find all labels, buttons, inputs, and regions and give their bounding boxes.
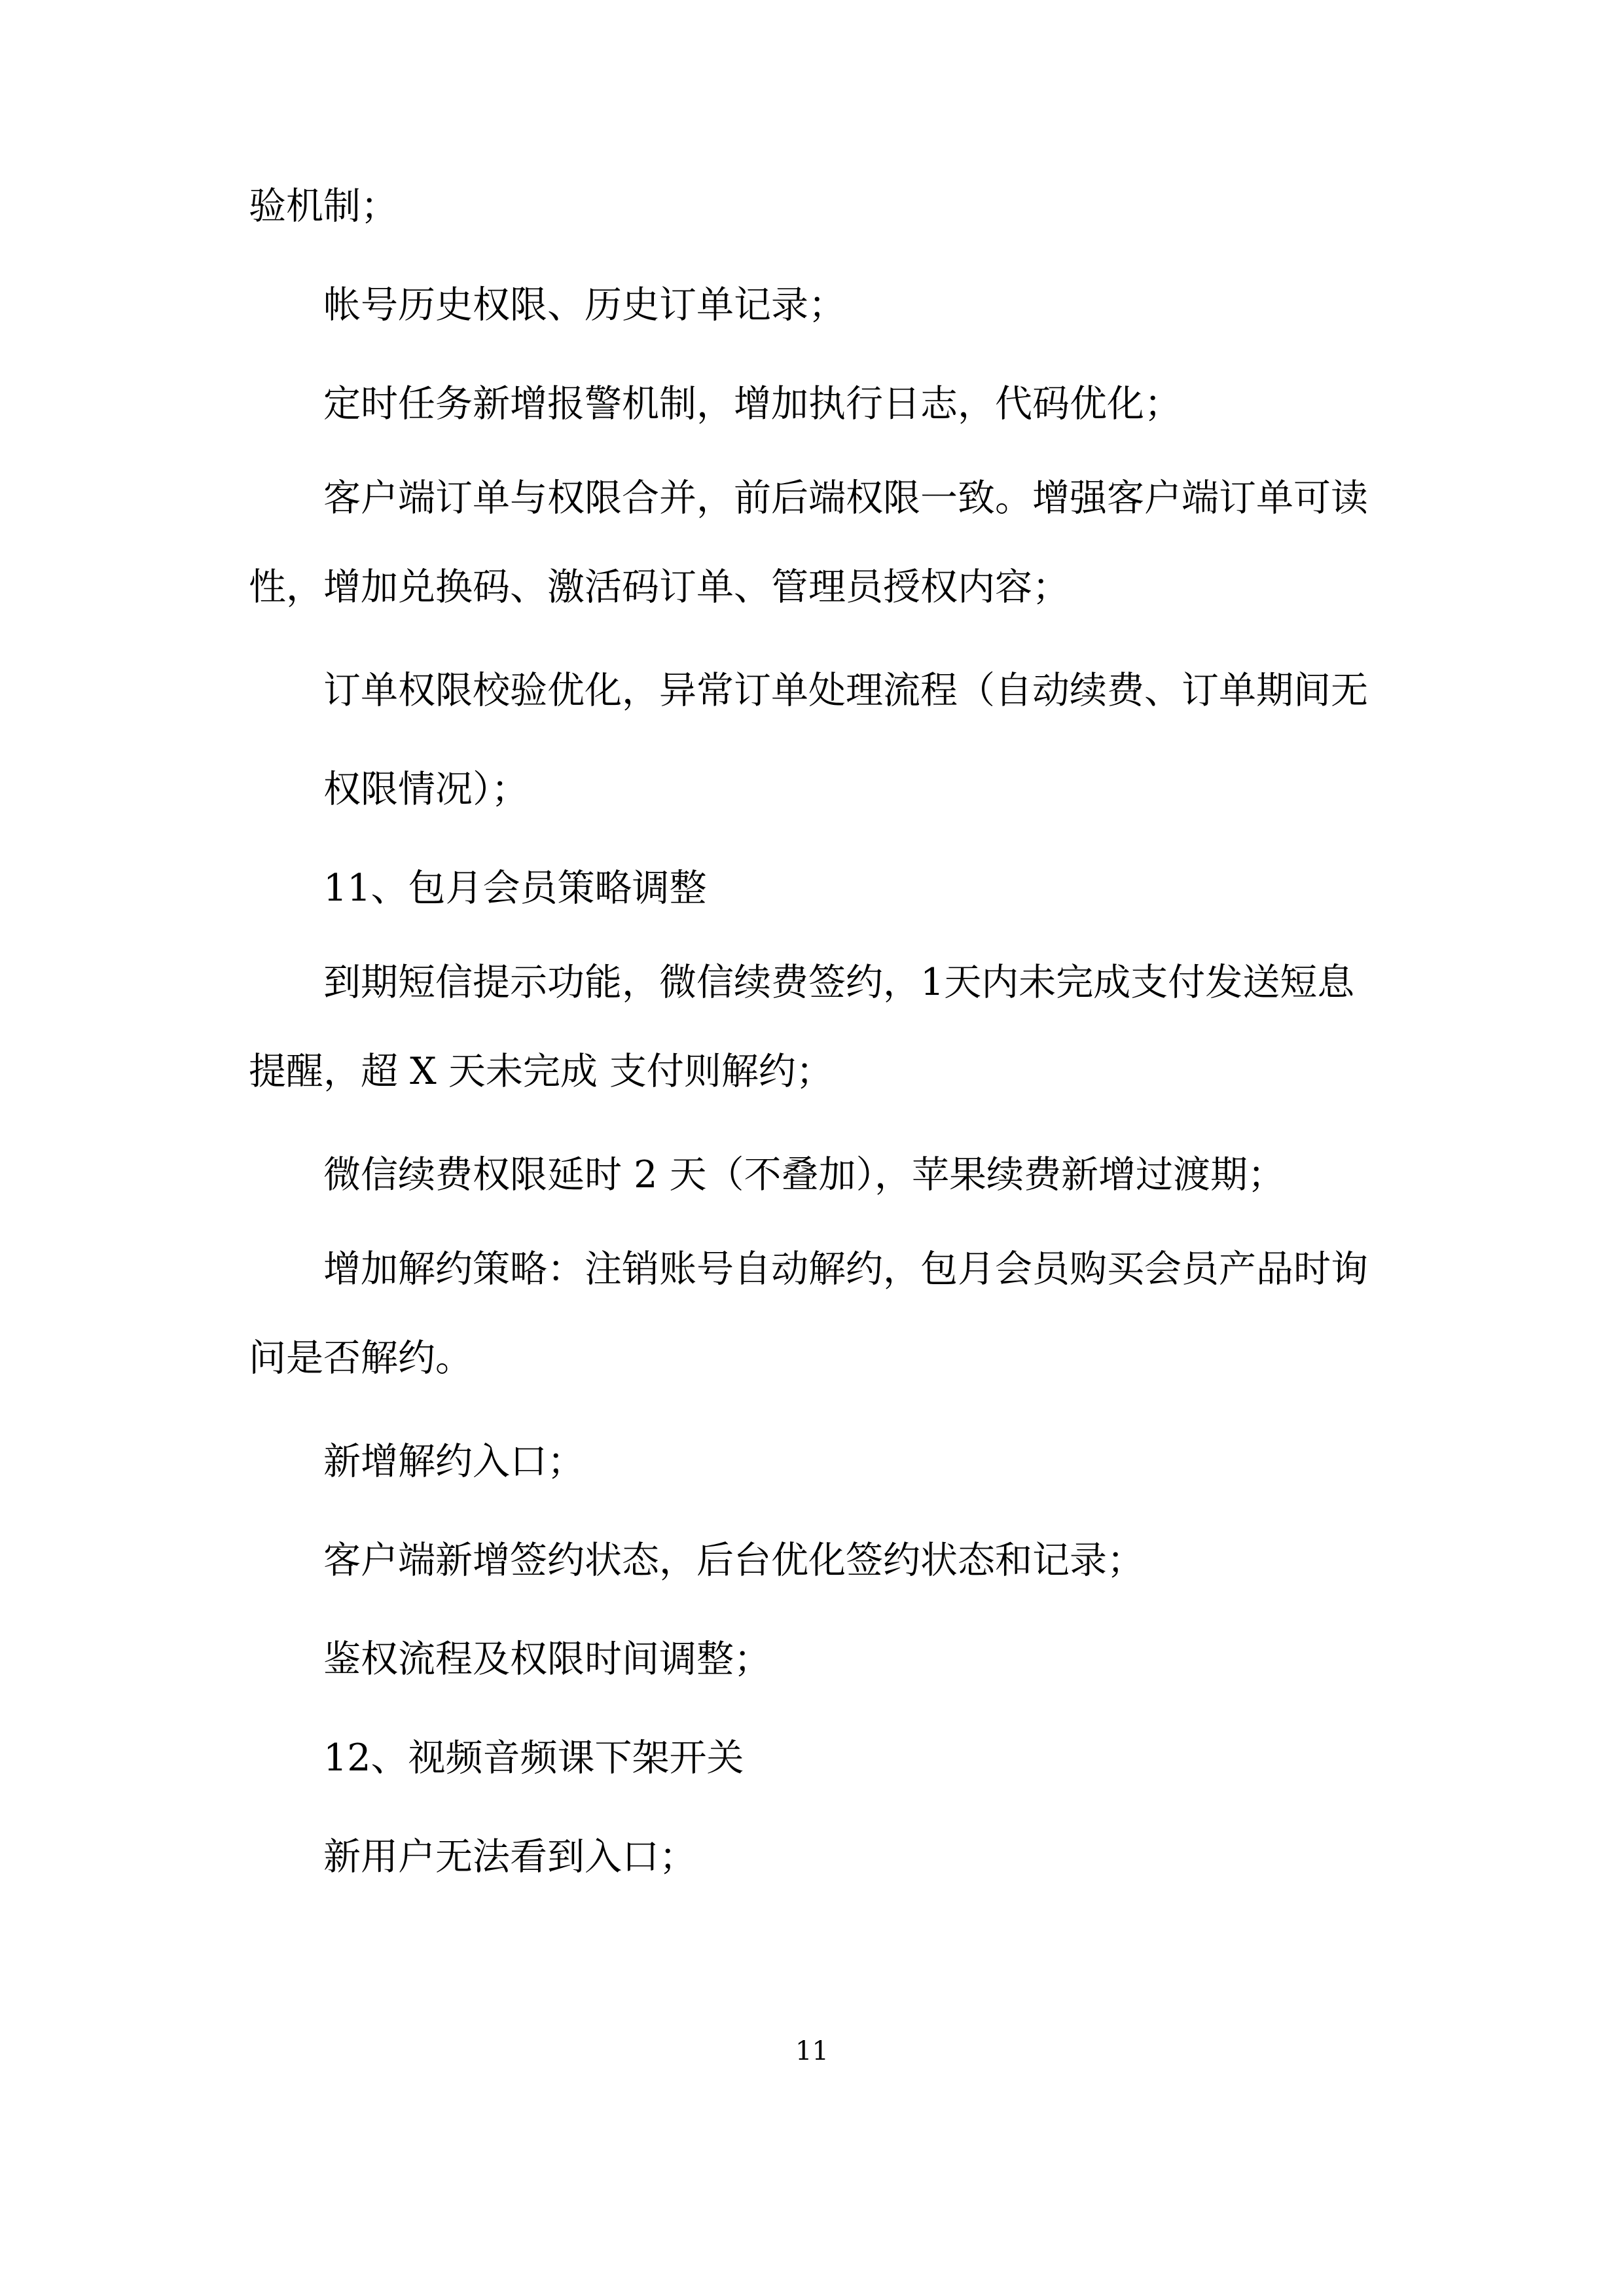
section-heading: 11、包月会员策略调整 (323, 867, 707, 910)
paragraph: 帐号历史权限、历史订单记录； (323, 283, 846, 327)
paragraph: 客户端新增签约状态，后台优化签约状态和记录； (323, 1539, 1144, 1582)
section-heading: 12、视频音频课下架开关 (323, 1736, 744, 1780)
paragraph (249, 454, 1384, 632)
paragraph-line: 增加解约策略：注销账号自动解约，包月会员购买会员产品时询 (323, 1247, 1368, 1291)
page-number: 11 (795, 2036, 829, 2066)
paragraph: 鉴权流程及权限时间调整； (323, 1638, 771, 1681)
paragraph-line: 问是否解约。 (249, 1336, 473, 1380)
paragraph (249, 938, 1384, 1116)
paragraph-line: 到期短信提示功能，微信续费签约，1天内未完成支付发送短息 (323, 961, 1355, 1004)
paragraph-line: 性，增加兑换码、激活码订单、管理员授权内容； (249, 565, 1070, 609)
paragraph-line: 权限情况）； (323, 768, 529, 811)
paragraph: 定时任务新增报警机制，增加执行日志，代码优化； (323, 382, 1182, 425)
paragraph-line: 提醒，超 X 天未完成 支付则解约； (249, 1050, 833, 1093)
paragraph: 微信续费权限延时 2 天（不叠加），苹果续费新增过渡期； (323, 1153, 1286, 1196)
paragraph: 订单权限校验优化，异常订单处理流程（自动续费、订单期间无 (323, 669, 1368, 712)
paragraph-line: 客户端订单与权限合并，前后端权限一致。增强客户端订单可读 (323, 476, 1368, 520)
document-body (249, 157, 1384, 1907)
paragraph (249, 1225, 1384, 1403)
paragraph: 验机制； (249, 185, 398, 228)
paragraph: 新用户无法看到入口； (323, 1835, 696, 1878)
paragraph: 新增解约入口； (323, 1440, 585, 1483)
